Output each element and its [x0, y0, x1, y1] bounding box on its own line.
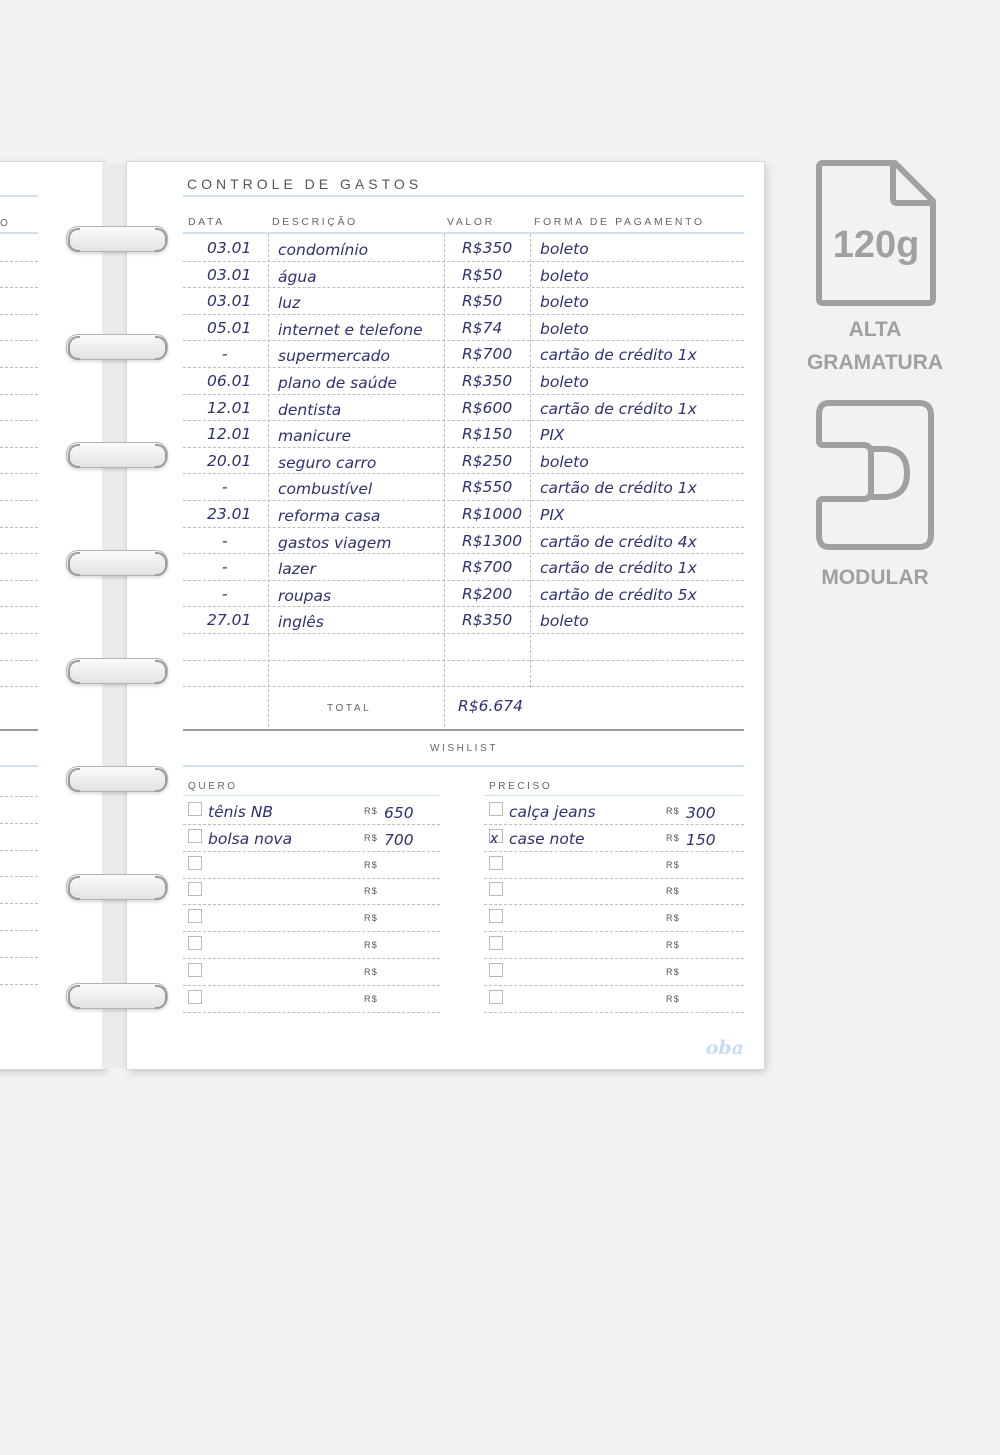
wishlist-checkbox[interactable]: [188, 856, 202, 870]
left-row-rule: [0, 686, 38, 687]
binder-ring: [66, 550, 168, 576]
currency-label: R$: [666, 993, 680, 1004]
wishlist-item-price: 650: [384, 804, 414, 822]
left-row-rule: [0, 796, 38, 797]
binder-ring: [66, 442, 168, 468]
row-rule: [183, 261, 744, 262]
row-description: combustível: [278, 480, 373, 499]
currency-label: R$: [666, 806, 680, 816]
left-row-rule: [0, 876, 38, 877]
wishlist-checkbox[interactable]: [489, 963, 503, 977]
currency-label: R$: [666, 966, 680, 977]
wishlist-rule: [183, 765, 744, 767]
row-date: 20.01: [207, 451, 252, 470]
row-value: R$1300: [462, 531, 523, 550]
row-rule: [183, 447, 744, 448]
wishlist-checkbox[interactable]: [489, 909, 503, 923]
left-row-rule: [0, 850, 38, 851]
wishlist-checkbox[interactable]: [188, 802, 202, 816]
total-label: TOTAL: [327, 703, 372, 714]
row-value: R$250: [462, 451, 513, 470]
row-date: 12.01: [207, 425, 252, 444]
blue-rule: [0, 195, 38, 197]
row-rule: [183, 580, 744, 581]
left-row-rule: [0, 261, 38, 262]
row-payment: cartão de crédito 1x: [540, 559, 697, 578]
row-rule: [183, 287, 744, 288]
wishlist-checkbox[interactable]: [188, 882, 202, 896]
row-payment: PIX: [540, 506, 565, 524]
left-row-rule: [0, 473, 38, 474]
binder-ring: [66, 226, 168, 252]
currency-label: R$: [666, 913, 680, 924]
wishlist-checkbox[interactable]: [489, 936, 503, 950]
row-value: R$700: [462, 558, 513, 577]
row-description: roupas: [278, 586, 332, 605]
row-rule: [183, 553, 744, 554]
wishlist-checkbox[interactable]: [489, 990, 503, 1004]
wishlist-item-name: bolsa nova: [208, 829, 293, 848]
wishlist-rule: [484, 1012, 744, 1013]
wishlist-item-name: calça jeans: [509, 803, 596, 821]
currency-label: R$: [666, 886, 680, 897]
blue-rule: [0, 232, 38, 234]
wishlist-rule: [183, 904, 440, 905]
row-date: 12.01: [207, 398, 252, 417]
wishlist-checkbox[interactable]: [489, 856, 503, 870]
row-description: manicure: [278, 427, 351, 446]
wishlist-rule: [183, 1012, 440, 1013]
row-rule: [183, 394, 744, 395]
preciso-label: PRECISO: [489, 781, 553, 792]
wishlist-item-name: case note: [509, 829, 585, 848]
row-date: -: [222, 345, 228, 364]
row-date: 03.01: [207, 292, 252, 311]
left-row-rule: [0, 314, 38, 315]
wishlist-checkbox[interactable]: [489, 882, 503, 896]
binder-ring: [66, 658, 168, 684]
column-header-value: VALOR: [447, 216, 495, 228]
binder-spine: [102, 163, 126, 1068]
row-rule: [183, 686, 744, 687]
title-rule: [183, 195, 744, 197]
expense-control-sheet: [127, 162, 764, 1069]
row-value: R$350: [462, 372, 513, 390]
left-row-rule: [0, 903, 38, 904]
left-row-rule: [0, 420, 38, 421]
row-date: -: [222, 478, 228, 497]
wishlist-rule: [484, 904, 744, 905]
wishlist-rule: [183, 851, 440, 852]
left-row-rule: [0, 367, 38, 368]
currency-label: R$: [364, 832, 378, 843]
currency-label: R$: [666, 940, 680, 950]
left-column-header-fragment: O: [0, 218, 11, 229]
left-row-rule: [0, 633, 38, 634]
row-value: R$200: [462, 584, 513, 603]
row-rule: [183, 473, 744, 474]
row-date: 03.01: [207, 239, 252, 257]
wishlist-item-price: 300: [686, 804, 716, 822]
wishlist-rule: [484, 958, 744, 959]
currency-label: R$: [364, 806, 378, 816]
wishlist-rule: [484, 878, 744, 879]
row-value: R$550: [462, 478, 513, 497]
column-divider: [444, 234, 445, 727]
row-date: 27.01: [207, 611, 252, 630]
row-description: seguro carro: [278, 453, 377, 472]
left-row-rule: [0, 527, 38, 528]
binder-ring: [66, 983, 168, 1009]
wishlist-title: WISHLIST: [430, 743, 499, 754]
divider: [0, 729, 38, 731]
wishlist-checkbox[interactable]: [188, 990, 202, 1004]
wishlist-item-price: 700: [384, 830, 414, 849]
binder-ring: [66, 334, 168, 360]
row-rule: [183, 314, 744, 315]
blue-rule: [0, 765, 38, 767]
row-value: R$150: [462, 425, 513, 444]
wishlist-rule: [183, 931, 440, 932]
row-value: R$50: [462, 265, 503, 284]
row-payment: boleto: [540, 612, 589, 631]
table-bottom-rule: [183, 729, 744, 731]
wishlist-item-price: 150: [686, 830, 716, 849]
row-description: reforma casa: [278, 507, 381, 525]
quero-rule: [183, 795, 440, 796]
left-row-rule: [0, 340, 38, 341]
left-planner-sheet: [0, 162, 104, 1069]
currency-label: R$: [666, 859, 680, 870]
left-row-rule: [0, 580, 38, 581]
row-payment: boleto: [540, 240, 589, 258]
column-divider: [268, 234, 269, 727]
binder-ring: [66, 874, 168, 900]
wishlist-checkbox[interactable]: [188, 936, 202, 950]
wishlist-item-name: tênis NB: [208, 803, 273, 821]
column-divider: [530, 234, 531, 688]
row-description: luz: [278, 294, 301, 313]
currency-label: R$: [364, 859, 378, 870]
row-payment: cartão de crédito 1x: [540, 399, 697, 418]
wishlist-rule: [484, 851, 744, 852]
column-header-date: DATA: [188, 216, 225, 228]
row-date: 03.01: [207, 265, 252, 284]
left-row-rule: [0, 930, 38, 931]
wishlist-checkbox[interactable]: [489, 802, 503, 816]
row-value: R$1000: [462, 505, 523, 523]
left-row-rule: [0, 823, 38, 824]
left-row-rule: [0, 287, 38, 288]
row-description: plano de saúde: [278, 374, 397, 392]
row-value: R$600: [462, 398, 513, 417]
row-value: R$350: [462, 239, 513, 257]
left-row-rule: [0, 394, 38, 395]
currency-label: R$: [364, 993, 378, 1004]
row-rule: [183, 527, 744, 528]
row-rule: [183, 633, 744, 634]
row-rule: [183, 606, 744, 607]
row-rule: [183, 660, 744, 661]
page-title: CONTROLE DE GASTOS: [187, 176, 423, 192]
binder-ring: [66, 766, 168, 792]
left-row-rule: [0, 957, 38, 958]
wishlist-rule: [183, 824, 440, 825]
wishlist-rule: [183, 958, 440, 959]
total-value: R$6.674: [458, 697, 524, 715]
wishlist-rule: [484, 931, 744, 932]
row-value: R$700: [462, 345, 513, 364]
wishlist-checkbox[interactable]: [188, 963, 202, 977]
left-row-rule: [0, 553, 38, 554]
wishlist-rule: [484, 824, 744, 825]
row-description: internet e telefone: [278, 320, 423, 339]
row-date: -: [222, 584, 228, 603]
row-rule: [183, 420, 744, 421]
check-mark-icon: x: [490, 830, 499, 847]
column-header-description: DESCRIÇÃO: [272, 216, 358, 228]
row-description: inglês: [278, 613, 324, 632]
left-row-rule: [0, 606, 38, 607]
row-payment: boleto: [540, 373, 589, 391]
wishlist-rule: [183, 878, 440, 879]
currency-label: R$: [666, 832, 680, 843]
quero-label: QUERO: [188, 781, 238, 792]
paper-weight-icon: [815, 159, 937, 307]
row-description: água: [278, 267, 317, 286]
row-description: gastos viagem: [278, 533, 392, 552]
row-description: supermercado: [278, 347, 390, 366]
paper-weight-label-line1: ALTA: [848, 318, 902, 341]
currency-label: R$: [364, 913, 378, 924]
modular-page-icon: [815, 399, 937, 553]
left-row-rule: [0, 500, 38, 501]
left-row-rule: [0, 984, 38, 985]
modular-label: MODULAR: [821, 566, 929, 589]
row-payment: cartão de crédito 5x: [540, 585, 697, 604]
row-payment: boleto: [540, 319, 589, 338]
wishlist-checkbox[interactable]: [188, 909, 202, 923]
row-date: -: [222, 558, 228, 577]
currency-label: R$: [364, 966, 378, 977]
row-payment: PIX: [540, 426, 565, 445]
row-payment: boleto: [540, 293, 589, 312]
row-description: dentista: [278, 400, 342, 419]
left-row-rule: [0, 447, 38, 448]
row-rule: [183, 340, 744, 341]
row-payment: boleto: [540, 266, 589, 285]
row-rule: [183, 367, 744, 368]
wishlist-rule: [484, 985, 744, 986]
wishlist-rule: [183, 985, 440, 986]
row-description: condomínio: [278, 241, 369, 259]
row-rule: [183, 500, 744, 501]
row-date: 05.01: [207, 318, 252, 337]
wishlist-checkbox[interactable]: [188, 829, 202, 843]
left-row-rule: [0, 660, 38, 661]
row-payment: boleto: [540, 452, 589, 471]
row-description: lazer: [278, 560, 316, 579]
brand-logo: oba: [705, 1037, 744, 1059]
paper-weight-icon-text: 120g: [832, 224, 920, 266]
paper-weight-label-line2: GRAMATURA: [806, 351, 944, 374]
row-value: R$50: [462, 292, 503, 311]
row-payment: cartão de crédito 1x: [540, 479, 697, 498]
row-payment: cartão de crédito 4x: [540, 532, 697, 551]
currency-label: R$: [364, 940, 378, 950]
row-value: R$74: [462, 318, 503, 337]
row-date: 23.01: [207, 505, 252, 523]
row-date: 06.01: [207, 372, 252, 390]
row-payment: cartão de crédito 1x: [540, 346, 697, 365]
row-date: -: [222, 531, 228, 550]
preciso-rule: [484, 795, 744, 796]
row-value: R$350: [462, 611, 513, 630]
column-header-payment: FORMA DE PAGAMENTO: [534, 216, 705, 228]
currency-label: R$: [364, 886, 378, 897]
